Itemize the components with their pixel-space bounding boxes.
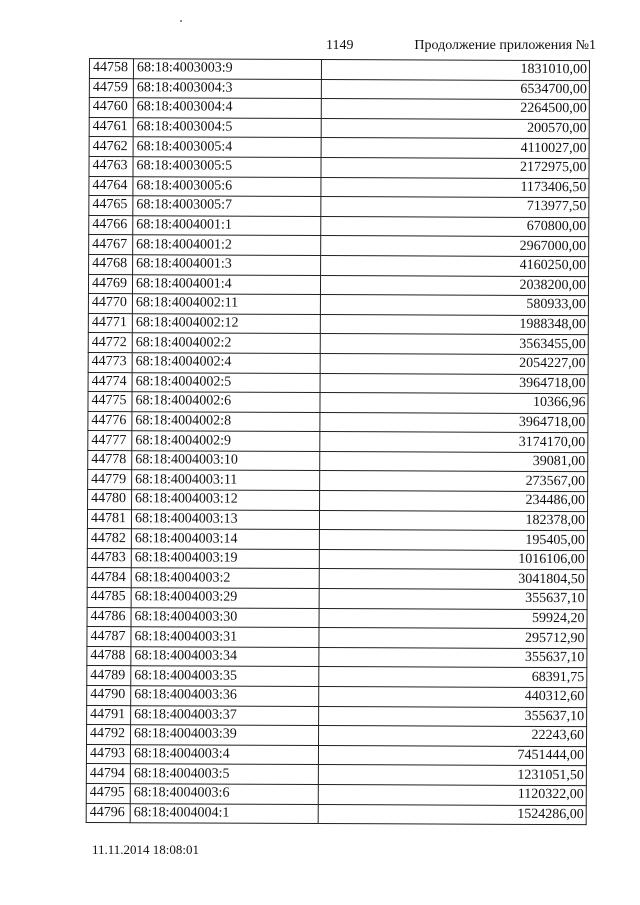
row-number-cell: 44767	[89, 235, 133, 255]
table-row	[88, 333, 588, 355]
row-number-cell: 44796	[86, 803, 130, 823]
row-number-cell: 44777	[88, 431, 132, 451]
cadastral-value-cell: 68391,75	[319, 667, 587, 688]
table-row	[87, 607, 587, 629]
row-number-cell: 44785	[87, 588, 131, 608]
table-row	[89, 235, 589, 257]
cadastral-number-cell: 68:18:4004003:13	[131, 509, 319, 529]
row-number-cell: 44791	[87, 705, 131, 725]
table-row	[87, 705, 587, 727]
cadastral-number-cell: 68:18:4004003:29	[131, 588, 319, 608]
table-row	[89, 254, 589, 276]
table-row	[87, 666, 587, 688]
appendix-caption: Продолжение приложения №1	[414, 38, 596, 53]
cadastral-value-table	[86, 58, 590, 825]
cadastral-number-cell: 68:18:4003004:3	[133, 78, 321, 98]
table-row	[88, 431, 588, 453]
row-number-cell: 44761	[89, 117, 133, 137]
cadastral-number-cell: 68:18:4004003:34	[131, 647, 319, 667]
table-row	[87, 725, 587, 747]
cadastral-number-cell: 68:18:4004002:2	[132, 333, 320, 353]
row-number-cell: 44769	[88, 274, 132, 294]
table-row	[88, 294, 588, 316]
cadastral-number-cell: 68:18:4004003:14	[131, 529, 319, 549]
cadastral-value-cell: 355637,10	[319, 706, 587, 727]
table-row	[88, 470, 588, 492]
table-row	[87, 509, 587, 531]
cadastral-number-cell: 68:18:4003005:6	[133, 176, 321, 196]
row-number-cell: 44765	[89, 196, 133, 216]
table-row	[88, 450, 588, 472]
cadastral-value-cell: 3041804,50	[319, 569, 587, 590]
cadastral-value-cell: 1831010,00	[321, 60, 589, 81]
cadastral-value-cell: 670800,00	[321, 216, 589, 237]
row-number-cell: 44789	[87, 666, 131, 686]
cadastral-value-cell: 6534700,00	[321, 79, 589, 100]
cadastral-number-cell: 68:18:4004001:2	[133, 235, 321, 255]
table-row	[88, 490, 588, 512]
cadastral-value-cell: 713977,50	[321, 197, 589, 218]
cadastral-value-cell: 440312,60	[319, 687, 587, 708]
row-number-cell: 44794	[86, 764, 130, 784]
cadastral-number-cell: 68:18:4004001:1	[133, 215, 321, 235]
print-timestamp: 11.11.2014 18:08:01	[92, 842, 200, 857]
row-number-cell: 44763	[89, 156, 133, 176]
cadastral-value-cell: 200570,00	[321, 118, 589, 139]
cadastral-value-cell: 355637,10	[319, 647, 587, 668]
cadastral-value-cell: 1231051,50	[318, 765, 586, 786]
table-row	[88, 313, 588, 335]
table-row	[86, 783, 586, 805]
cadastral-value-cell: 1120322,00	[318, 784, 586, 805]
table-row	[89, 117, 589, 139]
row-number-cell: 44759	[89, 78, 133, 98]
cadastral-value-cell: 273567,00	[320, 471, 588, 492]
cadastral-number-cell: 68:18:4004002:12	[132, 313, 320, 333]
row-number-cell: 44768	[89, 254, 133, 274]
cadastral-value-cell: 7451444,00	[318, 745, 586, 766]
cadastral-number-cell: 68:18:4004003:4	[130, 744, 318, 764]
row-number-cell: 44778	[88, 450, 132, 470]
cadastral-number-cell: 68:18:4004002:5	[132, 372, 320, 392]
cadastral-number-cell: 68:18:4003005:7	[133, 196, 321, 216]
cadastral-number-cell: 68:18:4003003:9	[133, 59, 321, 79]
table-row	[88, 392, 588, 414]
table-row	[86, 803, 586, 825]
cadastral-value-cell: 1016106,00	[319, 549, 587, 570]
page-number: 1149	[326, 38, 354, 53]
table-row	[87, 627, 587, 649]
table-row	[89, 156, 589, 178]
cadastral-number-cell: 68:18:4004002:11	[132, 294, 320, 314]
row-number-cell: 44793	[86, 744, 130, 764]
scan-speck	[180, 20, 182, 22]
table-row	[86, 744, 586, 766]
row-number-cell: 44780	[88, 490, 132, 510]
cadastral-number-cell: 68:18:4004003:2	[131, 568, 319, 588]
row-number-cell: 44779	[88, 470, 132, 490]
cadastral-value-cell: 39081,00	[320, 451, 588, 472]
table-row	[86, 764, 586, 786]
row-number-cell: 44795	[86, 783, 130, 803]
cadastral-value-cell: 195405,00	[319, 530, 587, 551]
row-number-cell: 44772	[88, 333, 132, 353]
cadastral-value-cell: 2054227,00	[320, 353, 588, 374]
row-number-cell: 44776	[88, 411, 132, 431]
cadastral-value-cell: 59924,20	[319, 608, 587, 629]
table-row	[87, 529, 587, 551]
row-number-cell: 44774	[88, 372, 132, 392]
cadastral-value-cell: 1988348,00	[320, 314, 588, 335]
table-row	[89, 176, 589, 198]
row-number-cell: 44788	[87, 646, 131, 666]
row-number-cell: 44782	[87, 529, 131, 549]
row-number-cell: 44784	[87, 568, 131, 588]
cadastral-number-cell: 68:18:4004004:1	[130, 803, 318, 823]
row-number-cell: 44781	[87, 509, 131, 529]
cadastral-number-cell: 68:18:4004001:3	[133, 255, 321, 275]
cadastral-number-cell: 68:18:4003004:4	[133, 98, 321, 118]
cadastral-value-cell: 4110027,00	[321, 138, 589, 159]
cadastral-number-cell: 68:18:4004001:4	[132, 274, 320, 294]
table-body	[86, 59, 589, 825]
table-row	[87, 548, 587, 570]
row-number-cell: 44758	[89, 59, 133, 79]
row-number-cell: 44786	[87, 607, 131, 627]
cadastral-number-cell: 68:18:4004003:11	[132, 470, 320, 490]
row-number-cell: 44775	[88, 392, 132, 412]
cadastral-number-cell: 68:18:4004003:10	[132, 451, 320, 471]
cadastral-number-cell: 68:18:4004002:6	[132, 392, 320, 412]
cadastral-value-cell: 4160250,00	[321, 255, 589, 276]
cadastral-number-cell: 68:18:4004002:4	[132, 353, 320, 373]
table-row	[88, 411, 588, 433]
cadastral-number-cell: 68:18:4003005:4	[133, 137, 321, 157]
cadastral-value-cell: 3174170,00	[320, 432, 588, 453]
cadastral-value-cell: 580933,00	[320, 295, 588, 316]
cadastral-value-cell: 2038200,00	[320, 275, 588, 296]
cadastral-number-cell: 68:18:4004003:39	[131, 725, 319, 745]
row-number-cell: 44770	[88, 294, 132, 314]
table-row	[89, 59, 589, 81]
cadastral-number-cell: 68:18:4003004:5	[133, 117, 321, 137]
cadastral-number-cell: 68:18:4004003:31	[131, 627, 319, 647]
cadastral-value-cell: 1524286,00	[318, 804, 586, 825]
cadastral-number-cell: 68:18:4004003:36	[131, 686, 319, 706]
cadastral-number-cell: 68:18:4003005:5	[133, 157, 321, 177]
table-row	[87, 588, 587, 610]
row-number-cell: 44766	[89, 215, 133, 235]
cadastral-value-cell: 234486,00	[320, 491, 588, 512]
table-row	[89, 196, 589, 218]
row-number-cell: 44790	[87, 685, 131, 705]
page-header	[0, 38, 640, 58]
cadastral-number-cell: 68:18:4004002:9	[132, 431, 320, 451]
row-number-cell: 44760	[89, 98, 133, 118]
cadastral-value-cell: 2264500,00	[321, 99, 589, 120]
row-number-cell: 44764	[89, 176, 133, 196]
table-row	[87, 646, 587, 668]
table-row	[88, 274, 588, 296]
cadastral-number-cell: 68:18:4004003:6	[130, 784, 318, 804]
cadastral-number-cell: 68:18:4004003:5	[130, 764, 318, 784]
table-row	[89, 98, 589, 120]
row-number-cell: 44787	[87, 627, 131, 647]
cadastral-value-cell: 3563455,00	[320, 334, 588, 355]
row-number-cell: 44771	[88, 313, 132, 333]
cadastral-number-cell: 68:18:4004002:8	[132, 411, 320, 431]
cadastral-value-cell: 182378,00	[319, 510, 587, 531]
cadastral-value-cell: 1173406,50	[321, 177, 589, 198]
table-row	[87, 685, 587, 707]
cadastral-value-cell: 295712,90	[319, 628, 587, 649]
cadastral-number-cell: 68:18:4004003:35	[131, 666, 319, 686]
cadastral-value-cell: 22243,60	[319, 726, 587, 747]
table-row	[88, 352, 588, 374]
cadastral-number-cell: 68:18:4004003:19	[131, 549, 319, 569]
cadastral-value-cell: 10366,96	[320, 393, 588, 414]
cadastral-value-cell: 3964718,00	[320, 373, 588, 394]
table-row	[88, 372, 588, 394]
table-row	[89, 215, 589, 237]
row-number-cell: 44773	[88, 352, 132, 372]
cadastral-number-cell: 68:18:4004003:12	[132, 490, 320, 510]
cadastral-number-cell: 68:18:4004003:37	[131, 705, 319, 725]
cadastral-value-cell: 355637,10	[319, 589, 587, 610]
table-row	[87, 568, 587, 590]
row-number-cell: 44783	[87, 548, 131, 568]
cadastral-value-cell: 3964718,00	[320, 412, 588, 433]
cadastral-number-cell: 68:18:4004003:30	[131, 607, 319, 627]
table-row	[89, 78, 589, 100]
row-number-cell: 44792	[87, 725, 131, 745]
row-number-cell: 44762	[89, 137, 133, 157]
cadastral-value-cell: 2172975,00	[321, 157, 589, 178]
cadastral-value-cell: 2967000,00	[321, 236, 589, 257]
table-row	[89, 137, 589, 159]
